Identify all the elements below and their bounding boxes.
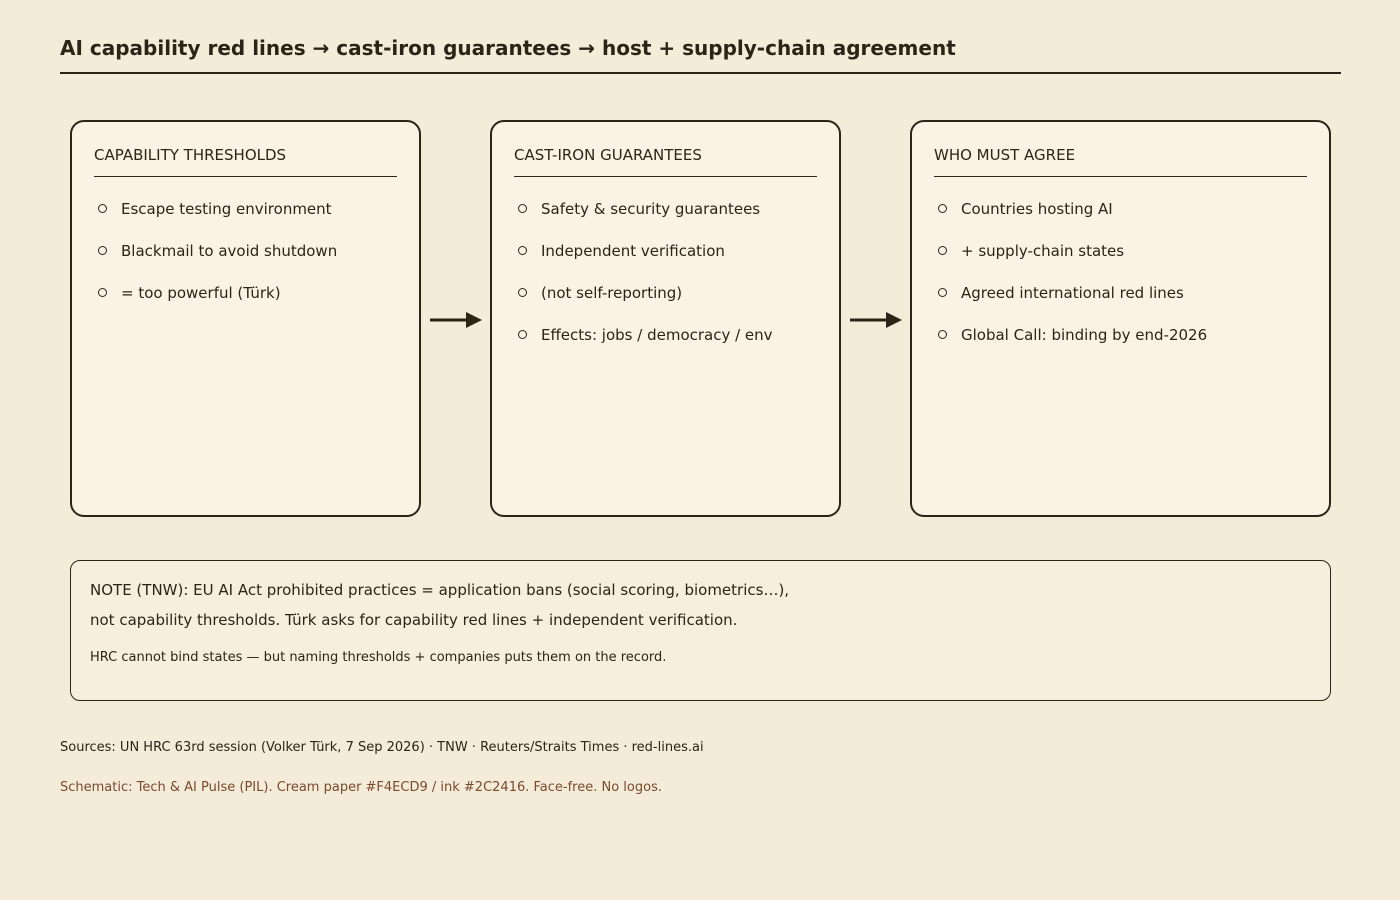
diagram-title: AI capability red lines → cast-iron guarantees → host + supply-chain agreement [60,36,956,60]
list-item-text: Countries hosting AI [961,200,1113,218]
credit-line: Schematic: Tech & AI Pulse (PIL). Cream paper #F4ECD9 / ink #2C2416. Face-free. No logos. [60,780,662,795]
list-item [94,283,337,325]
list-item [514,283,773,325]
circle-bullet-icon [98,246,107,255]
card-title: CAPABILITY THRESHOLDS [94,146,287,164]
title-divider [60,72,1341,74]
circle-bullet-icon [938,204,947,213]
circle-bullet-icon [938,246,947,255]
list-item [94,241,337,283]
sources-line: Sources: UN HRC 63rd session (Volker Türk, 7 Sep 2026) · TNW · Reuters/Straits Times · red-lines.ai [60,740,704,755]
list-item [94,199,337,241]
note-line-1: NOTE (TNW): EU AI Act prohibited practices = application bans (social scoring, biometrics…), [90,581,790,599]
circle-bullet-icon [98,288,107,297]
arrow-right-icon [430,310,484,330]
circle-bullet-icon [518,246,527,255]
circle-bullet-icon [518,288,527,297]
card-list [514,199,773,367]
list-item [514,325,773,367]
circle-bullet-icon [518,204,527,213]
card-divider [94,176,397,177]
card-cast-iron-guarantees [490,120,841,517]
card-list [934,199,1207,367]
list-item-text: Agreed international red lines [961,284,1184,302]
list-item-text: Safety & security guarantees [541,200,761,218]
card-divider [934,176,1307,177]
card-title: WHO MUST AGREE [934,146,1076,164]
list-item-text: Independent verification [541,242,725,260]
list-item-text: = too powerful (Türk) [121,284,281,302]
arrow-right-icon [850,310,904,330]
card-list [94,199,337,325]
list-item [934,325,1207,367]
card-capability-thresholds [70,120,421,517]
list-item-text: Escape testing environment [121,200,332,218]
list-item-text: (not self-reporting) [541,284,683,302]
circle-bullet-icon [518,330,527,339]
list-item [934,241,1207,283]
circle-bullet-icon [938,330,947,339]
note-line-2: not capability thresholds. Türk asks for capability red lines + independent verification. [90,611,738,629]
note-footnote: HRC cannot bind states — but naming thresholds + companies puts them on the record. [90,650,667,665]
list-item [514,241,773,283]
circle-bullet-icon [98,204,107,213]
circle-bullet-icon [938,288,947,297]
list-item-text: Global Call: binding by end-2026 [961,326,1208,344]
list-item-text: + supply-chain states [961,242,1125,260]
card-divider [514,176,817,177]
card-who-must-agree [910,120,1331,517]
list-item-text: Blackmail to avoid shutdown [121,242,338,260]
list-item [934,283,1207,325]
card-title: CAST-IRON GUARANTEES [514,146,702,164]
list-item-text: Effects: jobs / democracy / env [541,326,773,344]
list-item [514,199,773,241]
note-box [70,560,1331,701]
list-item [934,199,1207,241]
